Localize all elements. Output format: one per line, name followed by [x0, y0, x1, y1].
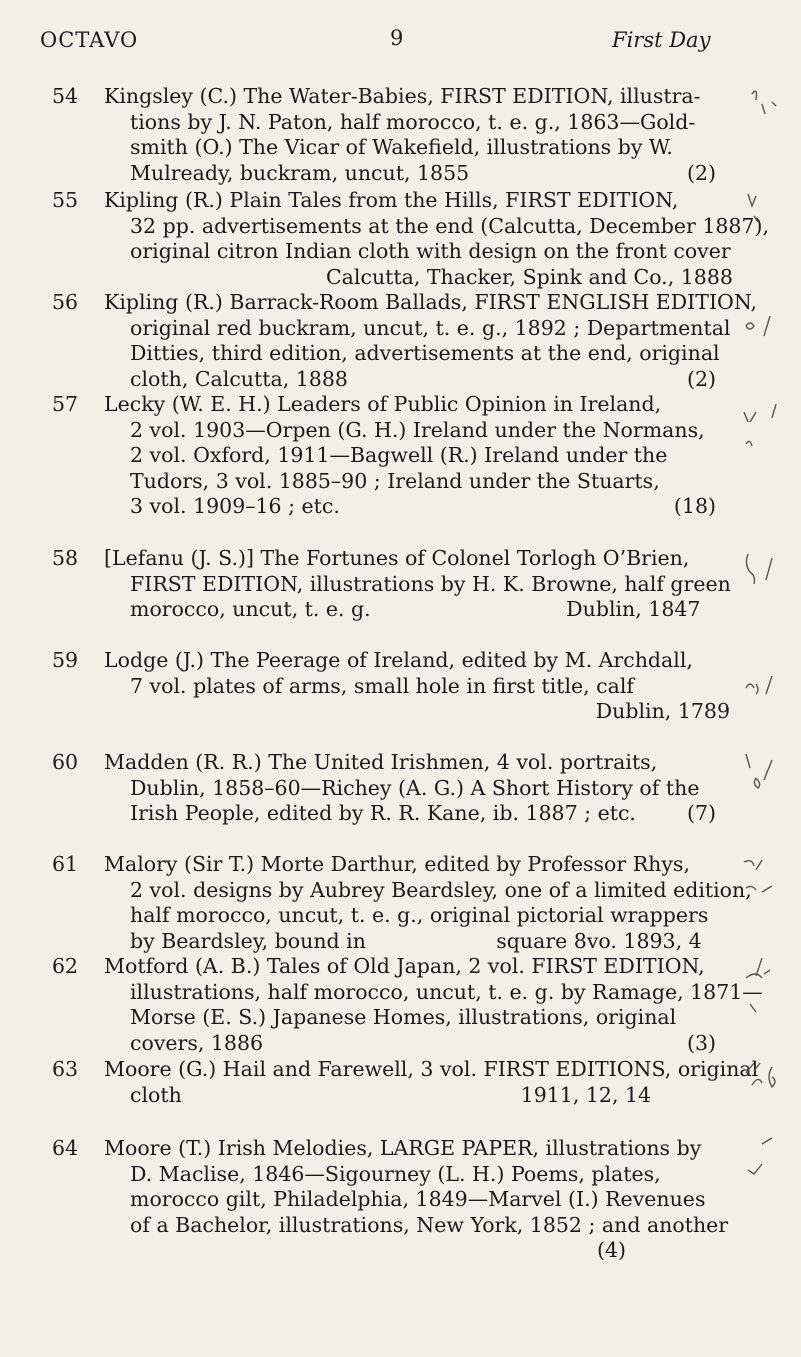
lot-line: by Beardsley, bound in square 8vo. 1893, 4: [130, 928, 702, 953]
lot-line: 2 vol. 1903—Orpen (G. H.) Ireland under the Normans,: [130, 417, 705, 442]
lot-description: [104, 546, 734, 623]
lot-number: 63: [52, 1057, 79, 1081]
lot-line: morocco gilt, Philadelphia, 1849—Marvel (I.) Revenues: [130, 1187, 706, 1211]
lot-line: Calcutta, Thacker, Spink and Co., 1888: [326, 264, 733, 289]
lot-number: 56: [52, 290, 79, 314]
lot-line: Dublin, 1858–60—Richey (A. G.) A Short History of the: [130, 775, 700, 800]
lot-description: [104, 188, 770, 290]
lot-line: half morocco, uncut, t. e. g., original pictorial wrappers: [130, 903, 709, 927]
lot-line: Kipling (R.) Barrack-Room Ballads, FIRST ENGLISH EDITION,: [104, 290, 757, 314]
lot-line: Irish People, edited by R. R. Kane, ib. 1887 ; etc.: [130, 801, 636, 825]
lot-line: morocco, uncut, t. e. g. Dublin, 1847: [130, 597, 701, 621]
lot-number: 55: [52, 188, 79, 212]
lot-line: 2 vol. Oxford, 1911—Bagwell (R.) Ireland under the: [130, 443, 668, 467]
lot-line: Lodge (J.) The Peerage of Ireland, edited by M. Archdall,: [104, 648, 693, 672]
handwritten-mark: [742, 852, 790, 922]
lot-line: illustrations, half morocco, uncut, t. e. g. by Ramage, 1871—: [130, 979, 763, 1004]
lot-line: Ditties, third edition, advertisements at the end, original: [130, 341, 720, 365]
lot-line: Lecky (W. E. H.) Leaders of Public Opinion in Ireland,: [104, 392, 662, 416]
handwritten-mark: [742, 954, 790, 1024]
handwritten-mark: [742, 648, 790, 718]
handwritten-mark: [742, 750, 790, 820]
lot-line: of a Bachelor, illustrations, New York, 1852 ; and another: [130, 1212, 729, 1237]
page-header: [0, 28, 801, 58]
lot-number: 60: [52, 750, 79, 774]
lot-line: D. Maclise, 1846—Sigourney (L. H.) Poems, plates,: [130, 1161, 661, 1186]
handwritten-mark: [742, 84, 790, 154]
handwritten-mark: [742, 392, 790, 472]
handwritten-mark: [742, 1057, 790, 1107]
handwritten-mark: [742, 1136, 790, 1216]
lot-description: [104, 84, 734, 186]
lot-number: 59: [52, 648, 79, 672]
lot-line: cloth 1911, 12, 14: [130, 1082, 652, 1107]
header-day: First Day: [612, 28, 711, 52]
lot-number: 61: [52, 852, 79, 876]
lot-line: Madden (R. R.) The United Irishmen, 4 vol. portraits,: [104, 750, 658, 774]
lot-line: Morse (E. S.) Japanese Homes, illustrations, original: [130, 1005, 677, 1029]
lot-quantity: (7): [686, 801, 716, 825]
lot-line: covers, 1886: [130, 1030, 264, 1055]
lot-description: [104, 750, 734, 827]
lot-description: [104, 954, 763, 1056]
lot-number: 57: [52, 392, 79, 416]
lot-quantity: (18): [673, 494, 716, 518]
lot-quantity: (2): [686, 366, 716, 391]
lot-quantity: (2): [686, 160, 716, 185]
lot-description: [104, 290, 757, 392]
lot-number: 62: [52, 954, 79, 978]
lot-line: Tudors, 3 vol. 1885–90 ; Ireland under the Stuarts,: [130, 468, 660, 493]
handwritten-mark: [742, 290, 790, 350]
lot-line: [Lefanu (J. S.)] The Fortunes of Colonel Torlogh O’Brien,: [104, 546, 690, 570]
lot-line: Mulready, buckram, uncut, 1855: [130, 160, 470, 185]
handwritten-mark: [742, 188, 790, 238]
lot-quantity: (3): [686, 1030, 716, 1055]
lot-line: 7 vol. plates of arms, small hole in first title, calf: [130, 673, 635, 698]
page-number: 9: [390, 26, 404, 50]
handwritten-mark: [742, 546, 790, 606]
lot-line: cloth, Calcutta, 1888: [130, 366, 348, 391]
lot-number: 64: [52, 1136, 79, 1160]
lot-description: [104, 648, 734, 725]
lot-line: Kingsley (C.) The Water-Babies, FIRST EDITION, illustra-: [104, 84, 701, 108]
lot-line: Dublin, 1789: [595, 699, 730, 723]
lot-line: original citron Indian cloth with design on the front cover: [130, 239, 731, 263]
lot-quantity: (4): [596, 1238, 626, 1262]
lot-line: smith (O.) The Vicar of Wakefield, illustrations by W.: [130, 135, 673, 159]
lot-line: 3 vol. 1909–16 ; etc.: [130, 494, 340, 518]
lot-number: 58: [52, 546, 79, 570]
lot-line: original red buckram, uncut, t. e. g., 1892 ; Departmental: [130, 315, 731, 340]
lot-line: Malory (Sir T.) Morte Darthur, edited by Professor Rhys,: [104, 852, 690, 876]
lot-line: Moore (T.) Irish Melodies, LARGE PAPER, illustrations by: [104, 1136, 702, 1160]
lot-description: [104, 852, 752, 954]
header-format: OCTAVO: [40, 28, 139, 52]
lot-line: Kipling (R.) Plain Tales from the Hills, FIRST EDITION,: [104, 188, 679, 212]
lot-description: [104, 1136, 734, 1264]
lot-line: 32 pp. advertisements at the end (Calcutta, December 1887),: [130, 213, 770, 238]
lot-line: Moore (G.) Hail and Farewell, 3 vol. FIRST EDITIONS, original: [104, 1057, 759, 1081]
lot-line: tions by J. N. Paton, half morocco, t. e. g., 1863—Gold-: [130, 109, 696, 134]
lot-line: FIRST EDITION, illustrations by H. K. Browne, half green: [130, 571, 731, 596]
lot-description: [104, 392, 734, 520]
lot-line: Motford (A. B.) Tales of Old Japan, 2 vol. FIRST EDITION,: [104, 954, 705, 978]
lot-description: [104, 1057, 759, 1108]
lot-number: 54: [52, 84, 79, 108]
lot-line: 2 vol. designs by Aubrey Beardsley, one of a limited edition,: [130, 877, 752, 902]
